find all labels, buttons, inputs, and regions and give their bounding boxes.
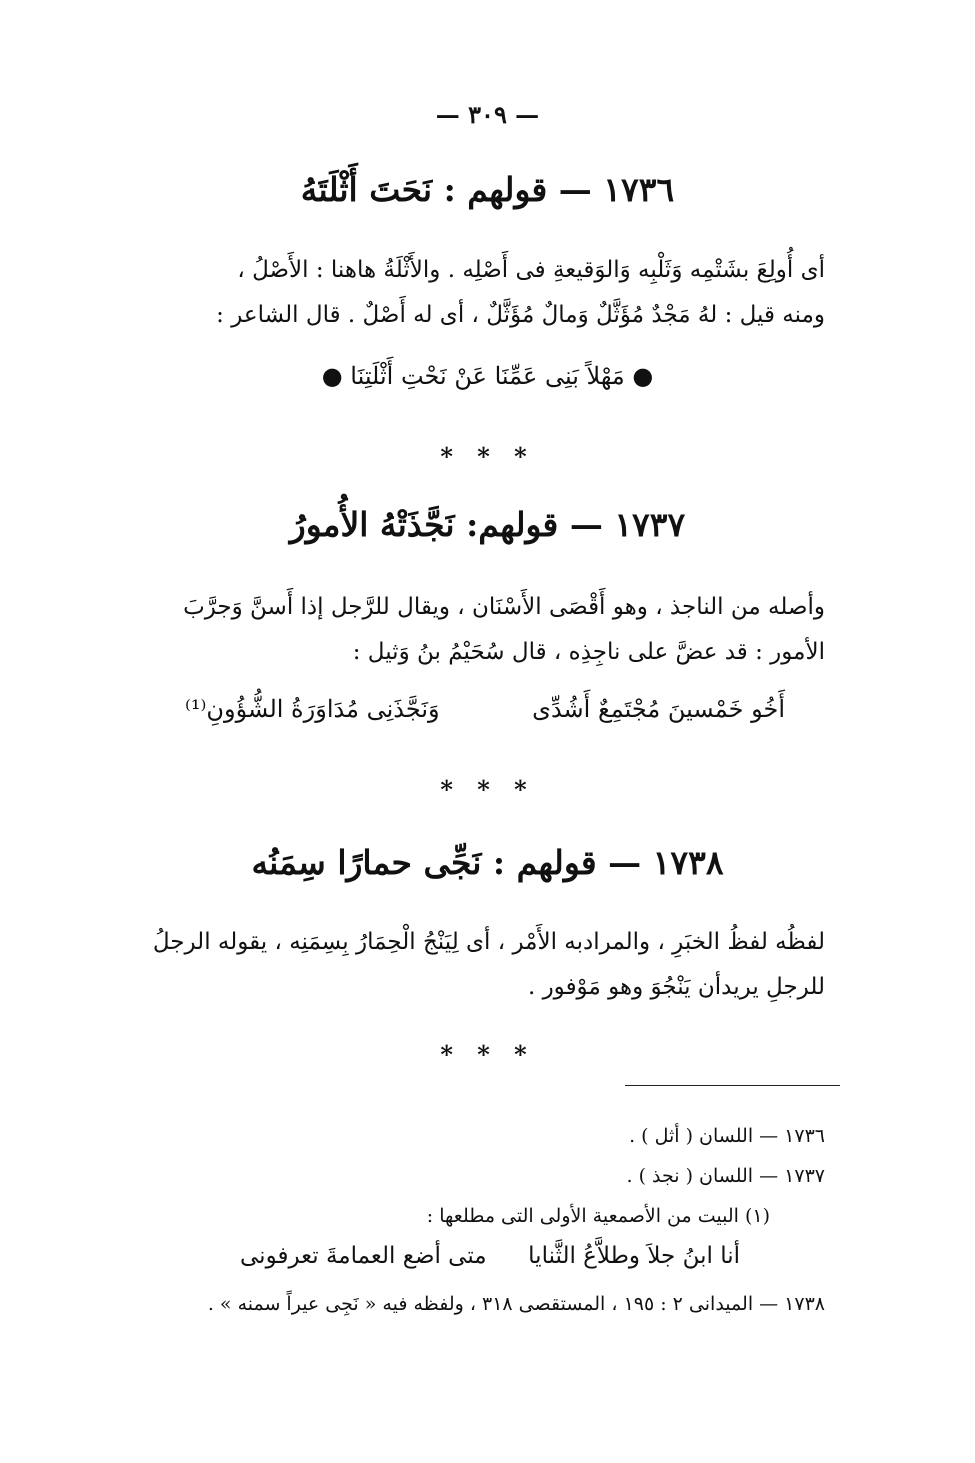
page-number: — ٣٠٩ — xyxy=(435,100,540,129)
body-line: لفظُه لفظُ الخبَرِ ، والمرادبه الأَمْر ، أى لِيَنْجُ الْحِمَارُ بِسِمَنِه ، يقوله الرجلُ xyxy=(152,929,825,955)
section-divider: * * * xyxy=(440,775,535,804)
body-line: ومنه قيل : لهُ مَجْدٌ مُؤَثَّلٌ وَمالٌ مُؤَثَّلٌ ، أى له أَصْلٌ . قال الشاعر : xyxy=(216,302,825,328)
poem-verse-1737 xyxy=(185,695,785,723)
entry-heading-1736: ١٧٣٦ — قولهم : نَحَتَ أَثْلَتَهُ xyxy=(300,170,675,209)
entry-body-1736 xyxy=(150,248,825,338)
body-line: للرجلِ يريدأن يَنْجُوَ وهو مَوْفور . xyxy=(527,974,825,1000)
verse-hemistich-right: أنا ابنُ جلاَ وطلاَّعُ الثَّنايا xyxy=(528,1243,740,1269)
verse-hemistich-right: أَخُو خَمْسينَ مُجْتَمِعٌ أَشُدِّى xyxy=(532,695,785,723)
section-divider: * * * xyxy=(440,442,535,471)
entry-heading-1737: ١٧٣٧ — قولهم: نَجَّذَتْهُ الأُمورُ xyxy=(289,505,686,544)
entry-body-1738 xyxy=(150,920,825,1010)
footnote-1738: ١٧٣٨ — الميدانى ٢ : ١٩٥ ، المستقصى ٣١٨ ، ولفظه فيه « نَجِى عيراً سمنه » . xyxy=(207,1293,825,1315)
footnote-1736: ١٧٣٦ — اللسان ( أثل ) . xyxy=(629,1125,825,1147)
footnote-separator xyxy=(625,1085,840,1086)
footnote-note-1: (١) البيت من الأصمعية الأولى التى مطلعها : xyxy=(426,1205,770,1227)
section-divider: * * * xyxy=(440,1040,535,1069)
body-line: الأمور : قد عضَّ على ناجِذِه ، قال سُحَيْمُ بنُ وَثيل : xyxy=(352,639,825,665)
body-line: وأصله من الناجذ ، وهو أَقْصَى الأَسْنَان ، ويقال للرَّجل إذا أَسنَّ وَجرَّبَ xyxy=(183,594,825,620)
footnote-1737: ١٧٣٧ — اللسان ( نجذ ) . xyxy=(626,1165,825,1187)
verse-hemistich-left: متى أضع العمامةَ تعرفونى xyxy=(240,1243,487,1269)
entry-body-1737 xyxy=(150,585,825,675)
body-line: أى أُولِعَ بشَتْمِه وَثَلْبِه وَالوَقيعةِ فى أَصْلِه . والأَثْلَةُ هاهنا : الأَصْلُ ، xyxy=(237,257,825,283)
entry-heading-1738: ١٧٣٨ — قولهم : نَجِّى حمارًا سِمَنُه xyxy=(251,843,724,882)
poem-verse-1736: ● مَهْلاً بَنِى عَمِّنَا عَنْ نَحْتِ أَثْلَتِنَا ● xyxy=(321,362,654,390)
footnote-verse xyxy=(240,1243,740,1269)
verse-hemistich-left: وَنَجَّذَنِى مُدَاوَرَةُ الشُّؤُونِ⁽¹⁾ xyxy=(185,695,440,723)
